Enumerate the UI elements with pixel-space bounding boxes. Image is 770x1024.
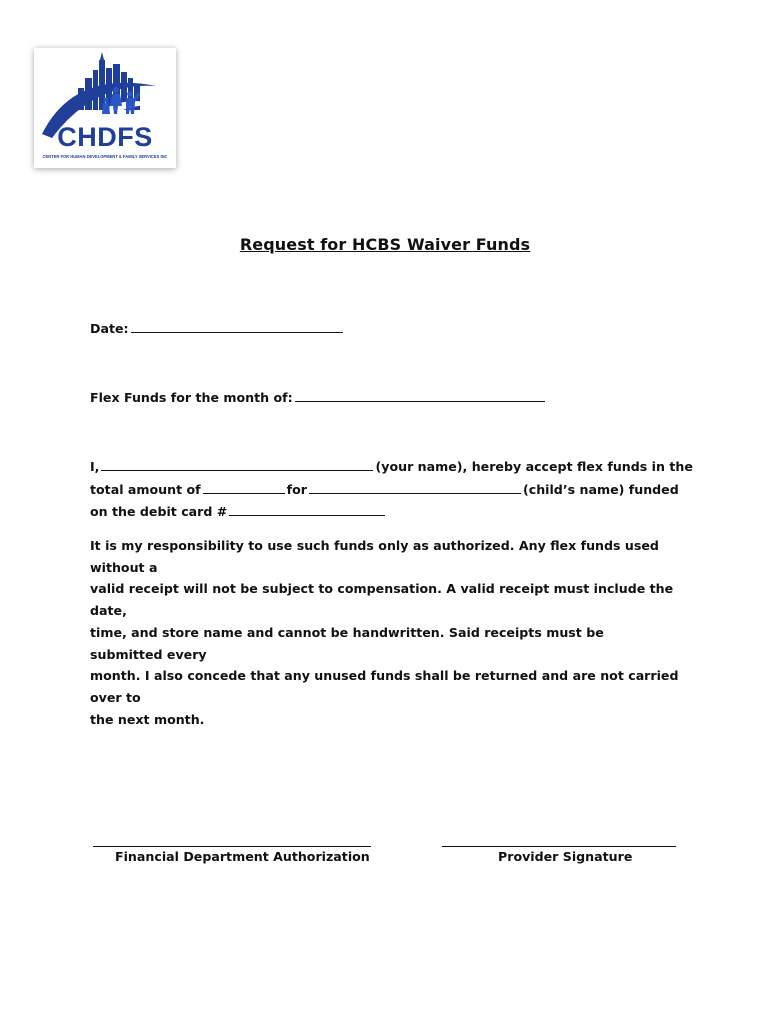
chdfs-logo (34, 48, 176, 168)
acceptance-after-name: (your name), hereby accept flex funds in the (375, 459, 693, 474)
policy-line-3: time, and store name and cannot be handwritten. Said receipts must be submitted every (90, 624, 604, 662)
month-row (90, 389, 547, 405)
financial-signature-label: Financial Department Authorization (115, 849, 370, 864)
date-row (90, 320, 345, 336)
acceptance-line-2 (90, 481, 679, 497)
policy-paragraph (90, 535, 680, 730)
debit-card-label: on the debit card # (90, 504, 228, 519)
logo-text: CHDFS (57, 122, 153, 152)
child-name-suffix: (child’s name) funded (522, 482, 679, 497)
child-name-field[interactable] (309, 481, 521, 494)
date-label: Date: (90, 321, 129, 336)
debit-card-field[interactable] (229, 503, 385, 516)
total-amount-field[interactable] (203, 481, 285, 494)
provider-signature-label: Provider Signature (498, 849, 633, 864)
your-name-field[interactable] (101, 458, 373, 471)
month-field[interactable] (295, 389, 545, 402)
acceptance-prefix: I, (90, 459, 100, 474)
financial-signature-line[interactable] (93, 846, 371, 847)
logo-subtext: CENTER FOR HUMAN DEVELOPMENT & FAMILY SERVICES INC (42, 154, 168, 159)
date-field[interactable] (131, 320, 343, 333)
policy-line-5: the next month. (90, 711, 205, 727)
month-label: Flex Funds for the month of: (90, 390, 293, 405)
total-amount-label: total amount of (90, 482, 201, 497)
policy-line-1: It is my responsibility to use such funds only as authorized. Any flex funds used without a (90, 538, 659, 575)
policy-line-4: month. I also concede that any unused funds shall be returned and are not carried over to (90, 668, 679, 705)
policy-line-2: valid receipt will not be subject to compensation. A valid receipt must include the date, (90, 581, 674, 619)
provider-signature-line[interactable] (442, 846, 676, 847)
acceptance-line-1 (90, 458, 693, 474)
for-label: for (286, 482, 307, 497)
chdfs-logo-image (34, 48, 176, 168)
acceptance-line-3 (90, 503, 387, 519)
page-title: Request for HCBS Waiver Funds (239, 235, 531, 254)
